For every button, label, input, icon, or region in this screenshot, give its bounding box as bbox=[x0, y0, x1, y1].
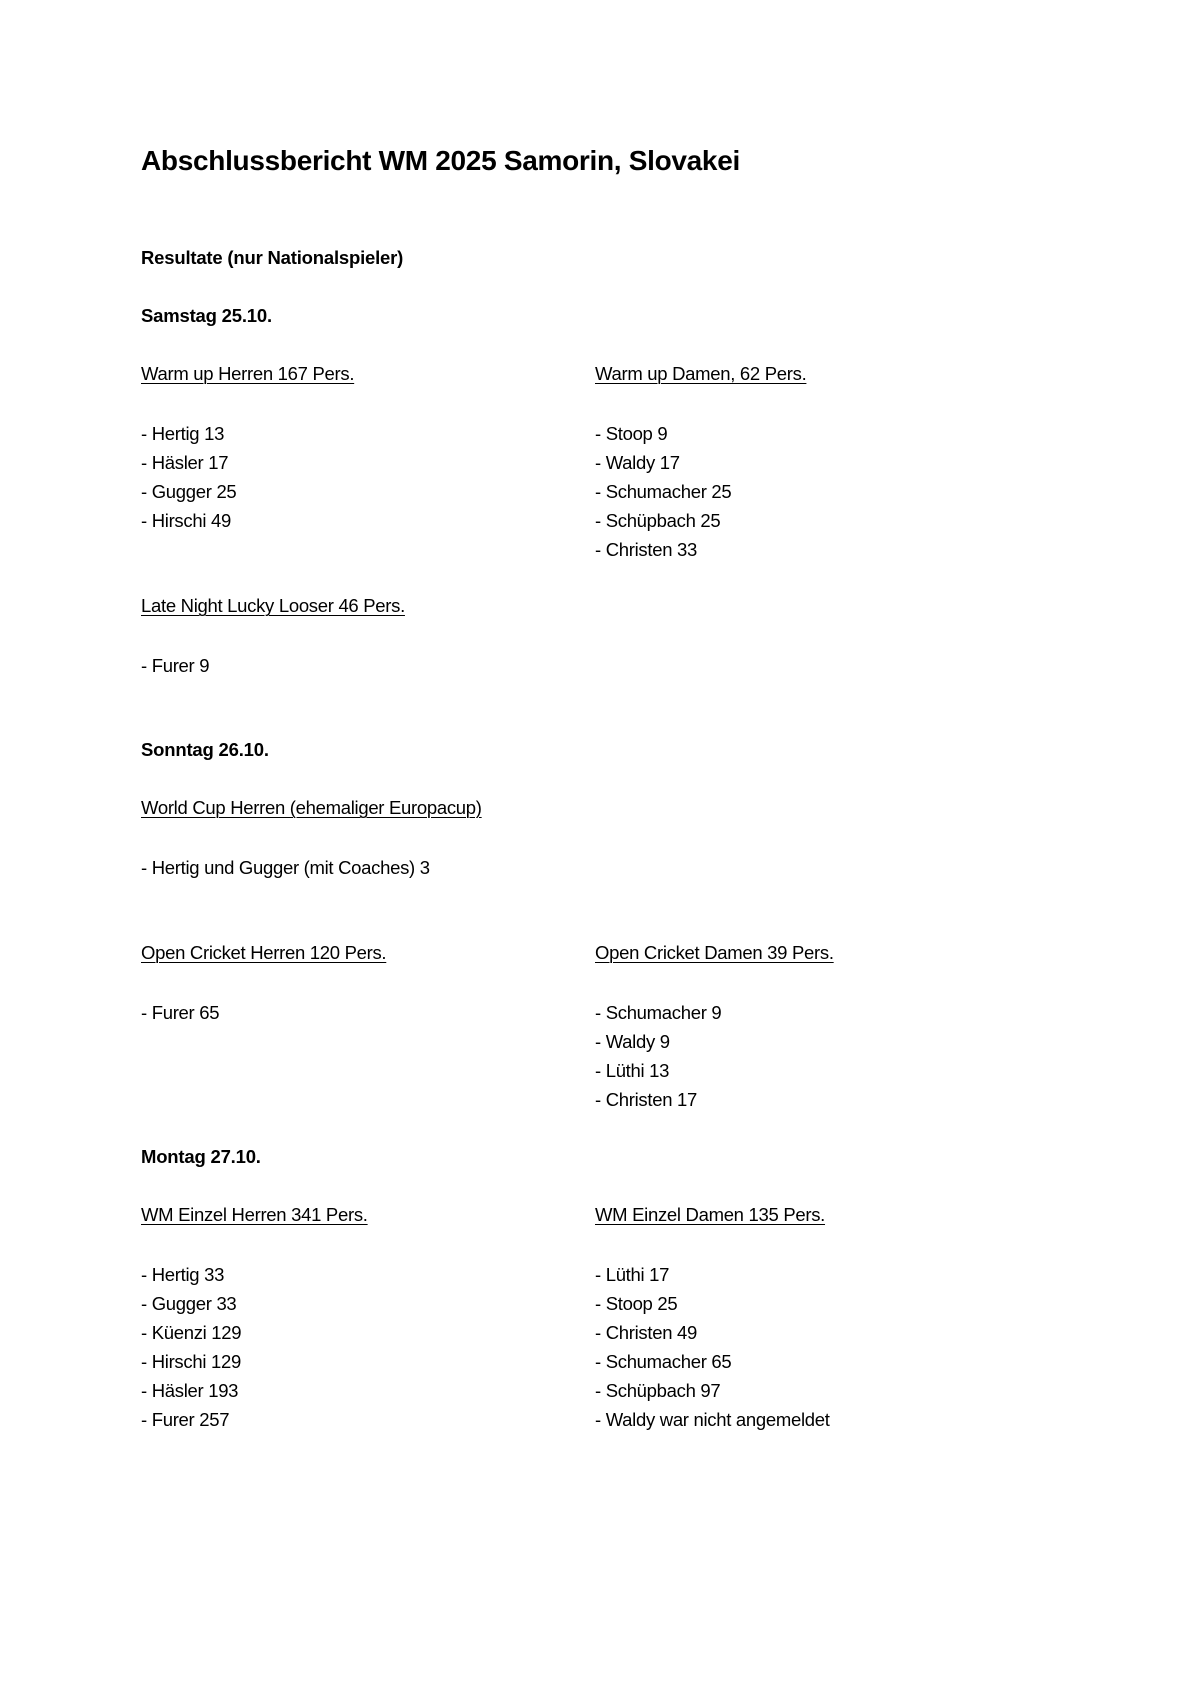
day-heading-sonntag: Sonntag 26.10. bbox=[141, 739, 269, 760]
event-title-wm-einzel-herren: WM Einzel Herren 341 Pers. bbox=[141, 1204, 368, 1225]
event-title-late-night: Late Night Lucky Looser 46 Pers. bbox=[141, 595, 405, 616]
document-title: Abschlussbericht WM 2025 Samorin, Slovakei bbox=[141, 145, 740, 176]
list-item: - Furer 257 bbox=[141, 1409, 230, 1430]
list-item: - Christen 33 bbox=[595, 539, 698, 560]
list-item: - Hertig 13 bbox=[141, 423, 225, 444]
list-item: - Häsler 17 bbox=[141, 452, 229, 473]
list-item: - Schumacher 9 bbox=[595, 1002, 722, 1023]
event-list-world-cup-herren bbox=[141, 853, 430, 882]
list-item: - Häsler 193 bbox=[141, 1380, 239, 1401]
day-heading-montag: Montag 27.10. bbox=[141, 1146, 261, 1167]
list-item: - Christen 17 bbox=[595, 1089, 698, 1110]
event-list-late-night bbox=[141, 651, 209, 680]
event-title-wm-einzel-damen: WM Einzel Damen 135 Pers. bbox=[595, 1204, 826, 1225]
event-title-open-cricket-herren: Open Cricket Herren 120 Pers. bbox=[141, 942, 387, 963]
list-item: - Schüpbach 25 bbox=[595, 510, 721, 531]
list-item: - Gugger 33 bbox=[141, 1293, 237, 1314]
event-title-warmup-damen: Warm up Damen, 62 Pers. bbox=[595, 363, 807, 384]
list-item: - Hirschi 49 bbox=[141, 510, 231, 531]
day-heading-samstag: Samstag 25.10. bbox=[141, 305, 272, 326]
event-list-warmup-herren bbox=[141, 419, 236, 535]
list-item: - Küenzi 129 bbox=[141, 1322, 242, 1343]
list-item: - Schumacher 65 bbox=[595, 1351, 732, 1372]
list-item: - Christen 49 bbox=[595, 1322, 698, 1343]
event-title-open-cricket-damen: Open Cricket Damen 39 Pers. bbox=[595, 942, 834, 963]
event-list-wm-einzel-herren bbox=[141, 1260, 241, 1434]
list-item: - Hirschi 129 bbox=[141, 1351, 241, 1372]
event-title-world-cup-herren: World Cup Herren (ehemaliger Europacup) bbox=[141, 797, 482, 818]
list-item: - Stoop 9 bbox=[595, 423, 668, 444]
list-item: - Furer 9 bbox=[141, 655, 210, 676]
event-title-warmup-herren: Warm up Herren 167 Pers. bbox=[141, 363, 355, 384]
list-item: - Lüthi 17 bbox=[595, 1264, 670, 1285]
section-subtitle: Resultate (nur Nationalspieler) bbox=[141, 247, 404, 268]
list-item: - Waldy 9 bbox=[595, 1031, 670, 1052]
event-list-warmup-damen bbox=[595, 419, 731, 564]
list-item: - Hertig 33 bbox=[141, 1264, 225, 1285]
event-list-open-cricket-damen bbox=[595, 998, 721, 1114]
event-list-open-cricket-herren bbox=[141, 998, 219, 1027]
list-item: - Gugger 25 bbox=[141, 481, 237, 502]
list-item: - Waldy 17 bbox=[595, 452, 680, 473]
list-item: - Stoop 25 bbox=[595, 1293, 678, 1314]
event-list-wm-einzel-damen bbox=[595, 1260, 830, 1434]
list-item: - Hertig und Gugger (mit Coaches) 3 bbox=[141, 857, 430, 878]
list-item: - Furer 65 bbox=[141, 1002, 220, 1023]
list-item: - Lüthi 13 bbox=[595, 1060, 670, 1081]
list-item: - Waldy war nicht angemeldet bbox=[595, 1409, 830, 1430]
list-item: - Schumacher 25 bbox=[595, 481, 732, 502]
list-item: - Schüpbach 97 bbox=[595, 1380, 721, 1401]
